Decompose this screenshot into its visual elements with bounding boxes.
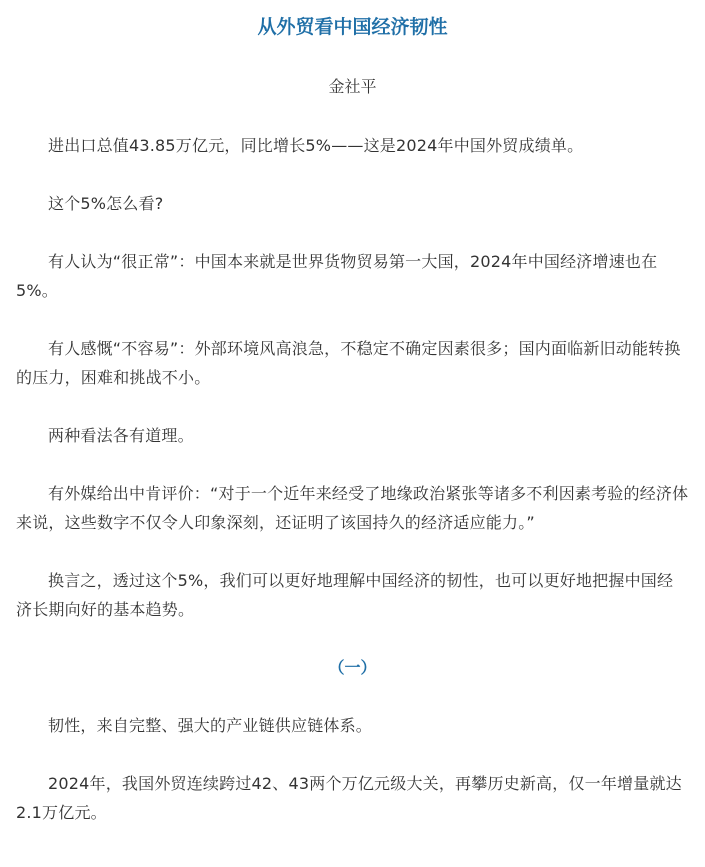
article-paragraph: 这个5%怎么看?: [48, 194, 164, 213]
article-paragraph: 韧性，来自完整、强大的产业链供应链体系。: [48, 716, 373, 735]
article-paragraph: 换言之，透过这个5%，我们可以更好地理解中国经济的韧性，也可以更好地把握中国经济长期向好的基本趋势。: [16, 571, 674, 619]
article-paragraph: 有外媒给出中肯评价：“对于一个近年来经受了地缘政治紧张等诸多不利因素考验的经济体来说，这些数字不仅令人印象深刻，还证明了该国持久的经济适应能力。”: [16, 484, 689, 532]
section-heading: （一）: [328, 658, 377, 677]
article-author: 金社平: [328, 77, 377, 96]
article-paragraph: 2024年，我国外贸连续跨过42、43两个万亿元级大关，再攀历史新高，仅一年增量就达2.1万亿元。: [16, 774, 682, 822]
article-paragraph: 两种看法各有道理。: [48, 426, 194, 445]
article: [0, 13, 705, 827]
article-paragraph: 有人感慨“不容易”：外部环境风高浪急，不稳定不确定因素很多；国内面临新旧动能转换的压力，困难和挑战不小。: [16, 339, 681, 387]
article-paragraph: 有人认为“很正常”：中国本来就是世界货物贸易第一大国，2024年中国经济增速也在5%。: [16, 252, 658, 300]
article-paragraph: 进出口总值43.85万亿元，同比增长5%——这是2024年中国外贸成绩单。: [48, 136, 584, 155]
article-title: 从外贸看中国经济韧性: [257, 16, 448, 38]
